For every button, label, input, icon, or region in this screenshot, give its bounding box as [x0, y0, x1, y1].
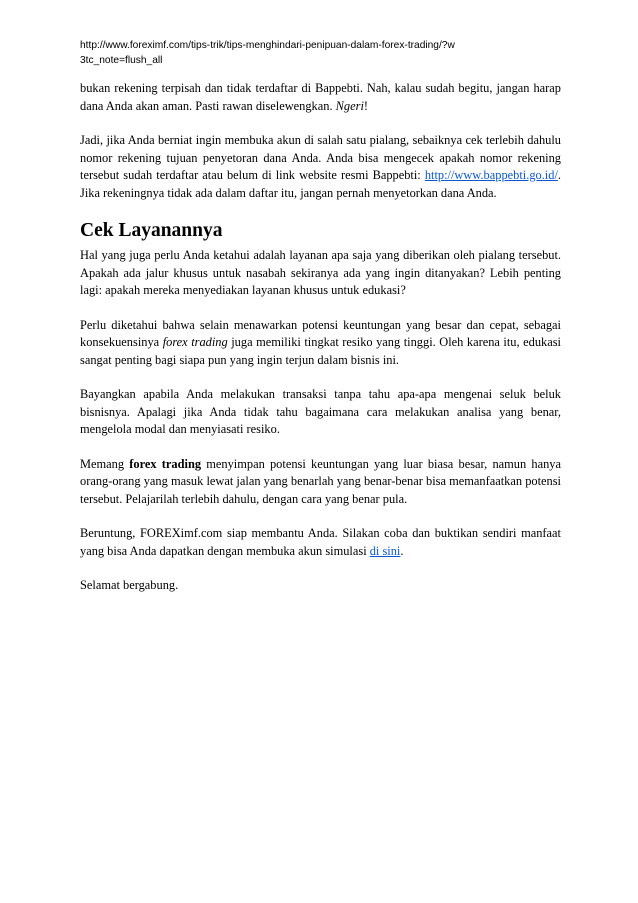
- emphasis-forex-trading: forex trading: [162, 335, 228, 349]
- paragraph-cek-rekening: [80, 132, 561, 202]
- paragraph-text: Perlu diketahui bahwa selain menawarkan potensi keuntungan yang besar dan cepat, sebagai konsekuensinya: [80, 317, 561, 349]
- document-page: [80, 38, 561, 612]
- bold-forex-trading: forex trading: [129, 456, 202, 471]
- paragraph-end: !: [363, 98, 369, 113]
- paragraph-text: Jadi, jika Anda berniat ingin membuka akun di salah satu pialang, sebaiknya cek terlebih dahulu nomor rekening tujuan penyetoran dana Anda. Anda bisa mengecek apakah nomor rekening tersebut sudah terdaftar atau belum di link website resmi Bappebti:: [80, 133, 561, 182]
- paragraph-end: juga memiliki tingkat resiko yang tinggi. Oleh karena itu, edukasi sangat penting bagi siapa pun yang ingin terjun dalam bisnis ini.: [80, 335, 561, 367]
- paragraph-beruntung: [80, 525, 561, 560]
- paragraph-rekening-terpisah: [80, 80, 561, 115]
- paragraph-text: Memang: [80, 456, 130, 471]
- paragraph-edukasi: [80, 317, 561, 370]
- paragraph-bayangkan: Bayangkan apabila Anda melakukan transaksi tanpa tahu apa-apa mengenai seluk beluk bisnisnya. Apalagi jika Anda tidak tahu bagaimana cara melakukan analisa yang benar, mengelola modal dan menyiasati resiko.: [80, 387, 561, 436]
- paragraph-text: Beruntung, FOREXimf.com siap membantu Anda. Silakan coba dan buktikan sendiri manfaat yang bisa Anda dapatkan dengan membuka akun simulasi: [80, 526, 561, 558]
- paragraph-text: bukan rekening terpisah dan tidak terdaftar di Bappebti. Nah, kalau sudah begitu, jangan harap dana Anda akan aman. Pasti rawan diselewengkan.: [80, 81, 561, 113]
- di-sini-link[interactable]: di sini: [369, 543, 401, 558]
- paragraph-end: menyimpan potensi keuntungan yang luar biasa besar, namun hanya orang-orang yang masuk lewat jalan yang benarlah yang benar-benar bisa memanfaatkan potensi tersebut. Pelajarilah terlebih dahulu, dengan cara yang benar pula.: [80, 456, 561, 506]
- paragraph-end: .: [400, 543, 404, 558]
- paragraph-selamat: Selamat bergabung.: [80, 578, 179, 592]
- emphasis-ngeri: Ngeri: [335, 98, 364, 113]
- paragraph-layanan: Hal yang juga perlu Anda ketahui adalah layanan apa saja yang diberikan oleh pialang tersebut. Apakah ada jalur khusus untuk nasabah sekiranya ada yang ingin ditanyakan? Lebih penting lagi: apakah mereka menyediakan layanan khusus untuk edukasi?: [80, 248, 561, 297]
- section-heading: Cek Layanannya: [80, 220, 223, 241]
- paragraph-memang: [80, 456, 561, 509]
- paragraph-end: . Jika rekeningnya tidak ada dalam daftar itu, jangan pernah menyetorkan dana Anda.: [80, 168, 561, 200]
- page-header-url: http://www.foreximf.com/tips-trik/tips-menghindari-penipuan-dalam-forex-trading/?w3tc_note=flush_all: [80, 40, 455, 66]
- bappebti-link[interactable]: http://www.bappebti.go.id/: [424, 168, 558, 182]
